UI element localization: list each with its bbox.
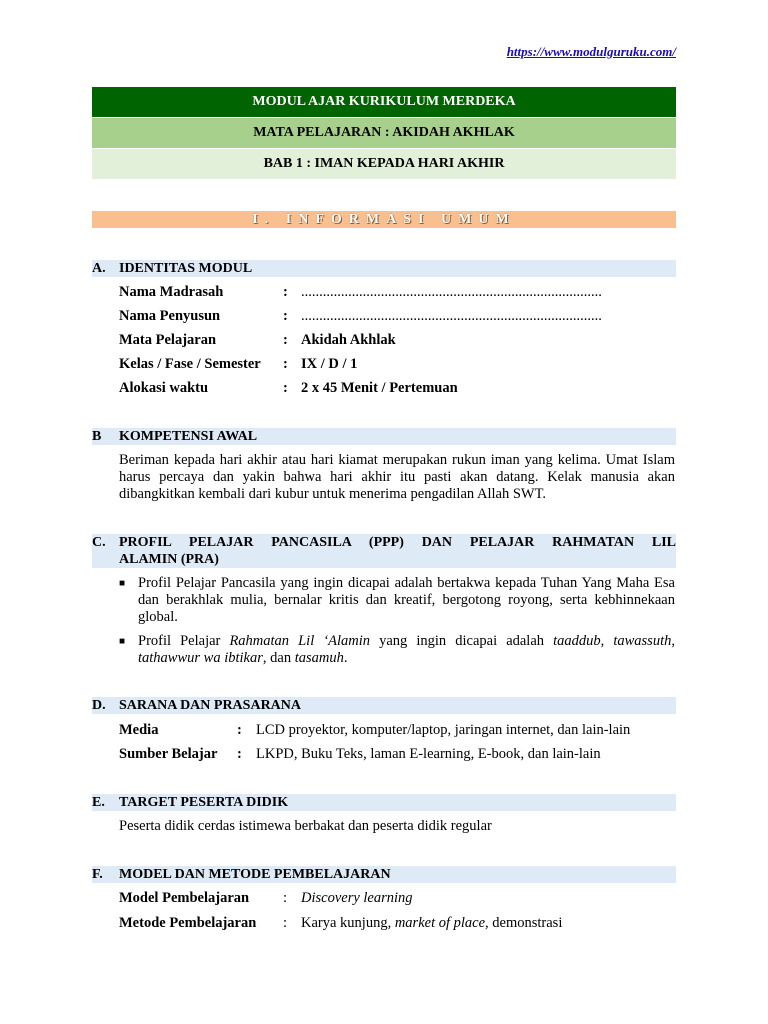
section-b-header <box>92 428 676 445</box>
identity-separator: : <box>283 308 288 324</box>
bullet-text: Profil Pelajar Rahmatan Lil ‘Alamin yang ingin dicapai adalah taaddub, tawassuth, tathawwur wa ibtikar, dan tasamuh. <box>138 633 675 666</box>
identity-label: Mata Pelajaran <box>119 332 217 348</box>
bullet-text: Profil Pelajar Pancasila yang ingin dicapai adalah bertakwa kepada Tuhan Yang Maha Esa dan berakhlak mulia, bernalar kritis dan kreatif, bergotong royong, serta kebhinnekaan global. <box>138 575 675 625</box>
section-f-header <box>92 866 676 883</box>
list-item <box>119 633 675 669</box>
model-separator: : <box>283 890 288 906</box>
method-value: Karya kunjung, market of place, demonstrasi <box>301 915 563 931</box>
section-letter: D. <box>92 698 106 713</box>
section-e-header <box>92 794 676 811</box>
section-letter: E. <box>92 795 105 810</box>
competency-paragraph: Beriman kepada hari akhir atau hari kiamat merupakan rukun iman yang kelima. Umat Islam harus percaya dan yakin bahwa hari akhir itu pasti akan datang. Kelak manusia akan dibangkitkan kembali dari kubur untuk menerima pengadilan Allah SWT. <box>119 452 675 502</box>
facility-value: LCD proyektor, komputer/laptop, jaringan internet, dan lain-lain <box>256 722 631 738</box>
identity-label: Alokasi waktu <box>119 380 209 396</box>
method-label: Metode Pembelajaran <box>119 915 257 931</box>
section-title: IDENTITAS MODUL <box>119 261 253 276</box>
facility-separator: : <box>237 746 242 762</box>
model-value: Discovery learning <box>301 890 413 906</box>
section-letter: A. <box>92 261 106 276</box>
subject-banner: MATA PELAJARAN : AKIDAH AKHLAK <box>92 118 676 148</box>
section-d-header <box>92 697 676 714</box>
list-item <box>119 575 675 627</box>
model-label: Model Pembelajaran <box>119 890 250 906</box>
chapter-banner: BAB 1 : IMAN KEPADA HARI AKHIR <box>92 149 676 179</box>
identity-value: ................................................................................... <box>301 308 602 324</box>
module-title-banner: MODUL AJAR KURIKULUM MERDEKA <box>92 87 676 117</box>
section-a-header <box>92 260 676 277</box>
identity-separator: : <box>283 332 288 348</box>
section-banner: I. INFORMASI UMUM <box>92 211 676 228</box>
section-letter: B <box>92 429 102 444</box>
facility-label: Media <box>119 722 159 738</box>
identity-value: IX / D / 1 <box>301 356 358 372</box>
section-title: PROFIL PELAJAR PANCASILA (PPP) DAN PELAJAR RAHMATAN LIL <box>119 535 676 550</box>
identity-value: ................................................................................... <box>301 284 602 300</box>
section-c-header <box>92 534 676 568</box>
identity-separator: : <box>283 356 288 372</box>
identity-label: Nama Penyusun <box>119 308 221 324</box>
identity-label: Kelas / Fase / Semester <box>119 356 261 372</box>
method-separator: : <box>283 915 288 931</box>
identity-value: 2 x 45 Menit / Pertemuan <box>301 380 458 396</box>
section-title: KOMPETENSI AWAL <box>119 429 258 444</box>
target-text: Peserta didik cerdas istimewa berbakat dan peserta didik regular <box>119 818 492 834</box>
section-title: MODEL DAN METODE PEMBELAJARAN <box>119 867 391 882</box>
facility-label: Sumber Belajar <box>119 746 218 762</box>
identity-separator: : <box>283 284 288 300</box>
bullet-marker: ■ <box>119 578 126 589</box>
identity-separator: : <box>283 380 288 396</box>
section-title-continued: ALAMIN (PRA) <box>119 552 219 567</box>
facility-separator: : <box>237 722 242 738</box>
identity-label: Nama Madrasah <box>119 284 224 300</box>
section-title: TARGET PESERTA DIDIK <box>119 795 289 810</box>
website-link[interactable]: https://www.modulguruku.com/ <box>506 44 676 59</box>
bullet-marker: ■ <box>119 636 126 647</box>
section-letter: F. <box>92 867 103 882</box>
section-letter: C. <box>92 535 106 550</box>
identity-value: Akidah Akhlak <box>301 332 396 348</box>
facility-value: LKPD, Buku Teks, laman E-learning, E-book, dan lain-lain <box>256 746 601 762</box>
section-title: SARANA DAN PRASARANA <box>119 698 302 713</box>
